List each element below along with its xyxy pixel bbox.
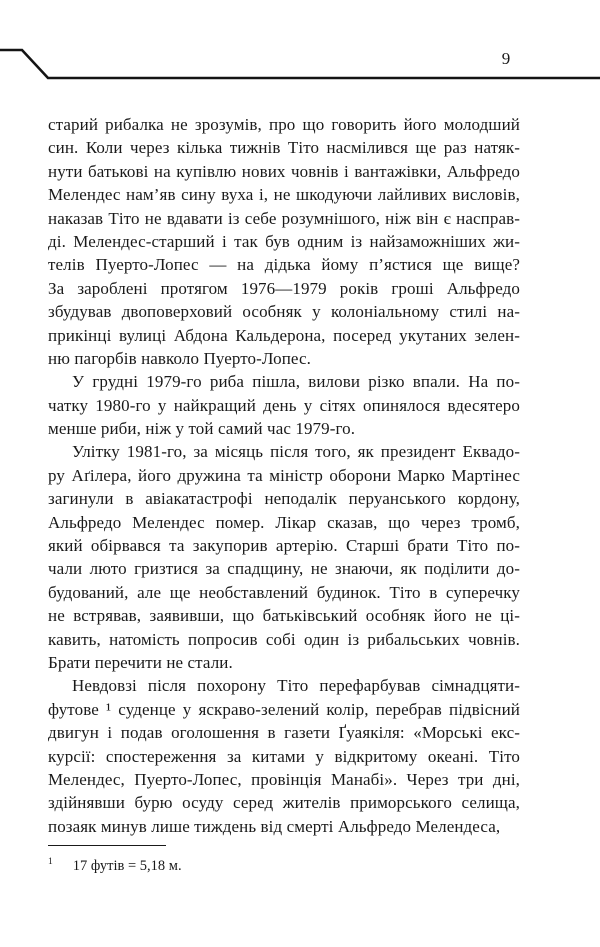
text-line: син. Коли через кілька тижнів Тіто насмілився ще раз натяк- <box>48 138 520 158</box>
text-line: позаяк минув лише тиждень від смерті Альфредо Мелендеса, <box>48 816 501 836</box>
text-line: менше риби, ніж у той самий час 1979-го. <box>48 419 356 439</box>
text-line: старий рибалка не зрозумів, про що говорить його молодший <box>48 115 520 134</box>
text-line: який обірвався та закупорив артерію. Старші брати Тіто по- <box>48 536 520 556</box>
text-line: Мелендес, Пуерто-Лопес, провінція Манабі». Через три дні, <box>48 769 520 789</box>
text-line: Мелендес нам’яв сину вуха і, не шкодуючи лайливих висловів, <box>48 185 520 205</box>
text-line: не встрявав, заявивши, що батьківський особняк його не ці- <box>48 606 520 626</box>
text-line: чали люто гризтися за спадщину, не знаючи, як поділити до- <box>48 559 520 579</box>
text-line: За зароблені протягом 1976—1979 років гроші Альфредо <box>48 278 520 298</box>
text-line: ді. Мелендес-старший і так був одним із найзаможніших жи- <box>48 231 520 251</box>
text-line: наказав Тіто не вдавати із себе розумнішого, ніж він є насправ- <box>48 208 520 228</box>
footnote-separator <box>48 845 166 846</box>
header-rule <box>0 0 600 95</box>
text-line: нути батькові на купівлю нових човнів і вантажівки, Альфредо <box>48 161 520 181</box>
body-text <box>48 113 520 838</box>
text-line: здійнявши бурю осуду серед жителів приморського селища, <box>48 793 520 813</box>
text-line: Альфредо Мелендес помер. Лікар сказав, що через тромб, <box>48 512 520 532</box>
text-line: прикінці вулиці Абдона Кальдерона, посеред укутаних зелен- <box>48 325 520 345</box>
text-line: футове ¹ суденце у яскраво-зелений колір, перебрав підвісний <box>48 699 520 719</box>
text-line: збудував двоповерховий особняк у колоніальному стилі на- <box>48 302 520 322</box>
footnote-marker: 1 <box>48 857 53 867</box>
text-line: курсії: спостереження за китами у відкритому океані. Тіто <box>48 746 520 766</box>
text-line: загинули в авіакатастрофі неподалік перуанського кордону, <box>48 489 520 509</box>
text-line: будований, але ще необставлений будинок. Тіто в суперечку <box>48 582 520 602</box>
footnote-text: 17 футів = 5,18 м. <box>72 857 182 874</box>
text-line: Невдовзі після похорону Тіто перефарбував сімнадцяти- <box>72 676 520 696</box>
text-line: кавить, натомість попросив собі один із рибальських човнів. <box>48 629 520 649</box>
text-line: двигун і подав оголошення в газети Ґуаякіля: «Морські екс- <box>48 723 520 743</box>
text-line: ру Аґілера, його дружина та міністр оборони Марко Мартінес <box>48 465 520 485</box>
text-line: телів Пуерто-Лопес — на дідька йому п’ястися ще вище? <box>48 255 520 275</box>
page-number: 9 <box>501 49 511 68</box>
text-line: Улітку 1981-го, за місяць після того, як президент Еквадо- <box>72 442 520 462</box>
text-line: Брати перечити не стали. <box>48 652 233 672</box>
text-line: У грудні 1979-го риба пішла, вилови різко впали. На по- <box>72 372 520 392</box>
text-line: ню пагорбів навколо Пуерто-Лопес. <box>48 348 311 368</box>
text-line: чатку 1980-го у найкращий день у сітях опинялося вдесятеро <box>48 395 520 415</box>
footnote <box>48 853 520 875</box>
